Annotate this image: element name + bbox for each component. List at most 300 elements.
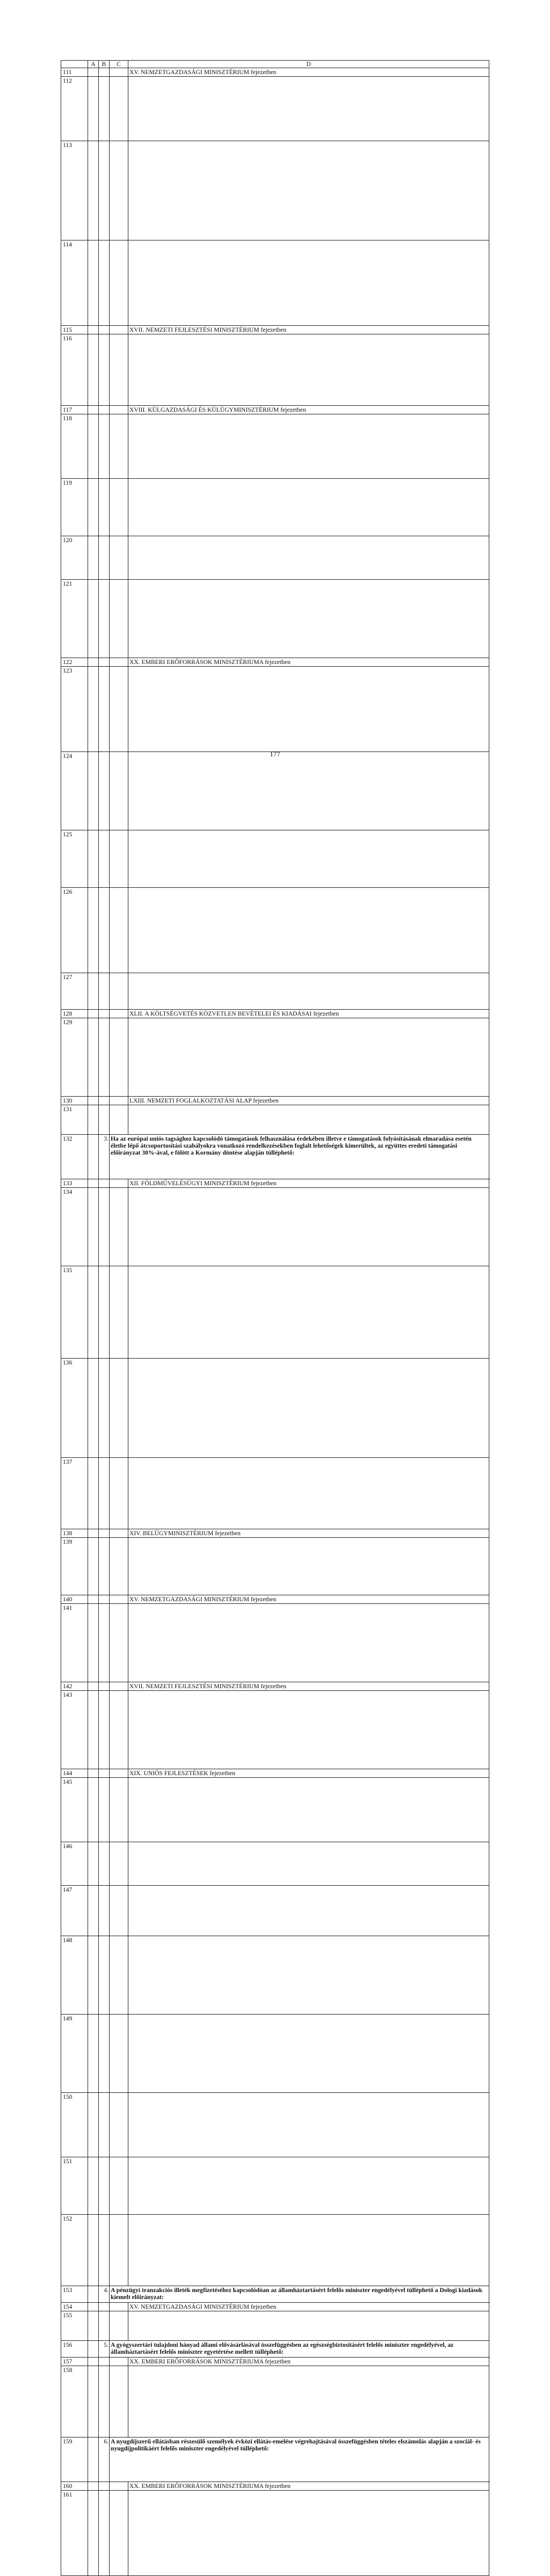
table-body [61, 68, 489, 2576]
page-number: 177 [270, 750, 280, 758]
cell-d [128, 1778, 489, 1842]
cell-c [110, 1769, 128, 1778]
header-col-d: D [128, 61, 489, 68]
cell-a [88, 2438, 99, 2482]
cell-c [110, 406, 128, 414]
row-number: 158 [61, 2366, 88, 2438]
cell-c [110, 536, 128, 580]
cell-a [88, 1595, 99, 1604]
cell-a [88, 2286, 99, 2303]
cell-c [110, 1359, 128, 1458]
row-number: 156 [61, 2341, 88, 2358]
cell-a [88, 1179, 99, 1188]
cell-a [88, 1458, 99, 1529]
cell-d [128, 1604, 489, 1682]
cell-b [99, 1886, 110, 1936]
row-number: 135 [61, 1266, 88, 1359]
cell-b [99, 77, 110, 141]
cell-c [110, 1842, 128, 1886]
row-number: 143 [61, 1691, 88, 1769]
section-heading-text: A gyógyszertári tulajdoni hányad állami elővásárlásával összefüggésben az egészségbiztosításért felelős miniszter engedélyével, az államháztartásért felelős miniszter egyetértése mellett túlléphető: [110, 2341, 489, 2358]
table-row [61, 2093, 489, 2157]
cell-b [99, 1769, 110, 1778]
cell-c [110, 2215, 128, 2286]
table-row [61, 1266, 489, 1359]
cell-b [99, 2015, 110, 2093]
cell-c [110, 888, 128, 973]
table-row [61, 2215, 489, 2286]
cell-d [128, 2311, 489, 2341]
row-number: 134 [61, 1188, 88, 1266]
cell-a [88, 2311, 99, 2341]
cell-b: 5. [99, 2341, 110, 2358]
row-number: 130 [61, 1097, 88, 1105]
cell-c [110, 2491, 128, 2576]
chapter-text: XV. NEMZETGAZDASÁGI MINISZTÉRIUM fejezetben [128, 1595, 489, 1604]
table-row [61, 414, 489, 479]
chapter-text: XVII. NEMZETI FEJLESZTÉSI MINISZTÉRIUM fejezetben [128, 326, 489, 334]
table-row [61, 479, 489, 536]
row-number: 115 [61, 326, 88, 334]
row-number: 159 [61, 2438, 88, 2482]
cell-a [88, 752, 99, 830]
cell-d [128, 1842, 489, 1886]
table-row [61, 1529, 489, 1538]
chapter-text: XVII. NEMZETI FEJLESZTÉSI MINISZTÉRIUM fejezetben [128, 1682, 489, 1691]
cell-d [128, 2093, 489, 2157]
table-row [61, 326, 489, 334]
row-number: 116 [61, 334, 88, 406]
cell-a [88, 1691, 99, 1769]
table-row [61, 888, 489, 973]
cell-a [88, 1105, 99, 1135]
cell-b [99, 2311, 110, 2341]
cell-d [128, 1105, 489, 1135]
cell-d [128, 1359, 489, 1458]
chapter-text: XVIII. KÜLGAZDASÁGI ÉS KÜLÜGYMINISZTÉRIUM fejezetben [128, 406, 489, 414]
cell-d [128, 667, 489, 752]
cell-c [110, 141, 128, 240]
table-row [61, 2341, 489, 2358]
cell-a [88, 667, 99, 752]
cell-d [128, 973, 489, 1010]
cell-c [110, 2015, 128, 2093]
cell-d [128, 334, 489, 406]
cell-c [110, 2303, 128, 2311]
row-number: 153 [61, 2286, 88, 2303]
cell-b [99, 2215, 110, 2286]
section-heading-text: A pénzügyi tranzakciós illeték megfizetéséhez kapcsolódóan az államháztartásért felelős miniszter engedélyével túlléphető a Dologi kiadások kiemelt előirányzat: [110, 2286, 489, 2303]
cell-b [99, 536, 110, 580]
cell-c [110, 1266, 128, 1359]
cell-a [88, 1538, 99, 1595]
cell-d [128, 830, 489, 888]
row-number: 140 [61, 1595, 88, 1604]
cell-a [88, 1010, 99, 1018]
cell-d [128, 752, 489, 830]
row-number: 155 [61, 2311, 88, 2341]
row-number: 157 [61, 2358, 88, 2366]
row-number: 142 [61, 1682, 88, 1691]
cell-c [110, 2157, 128, 2215]
row-number: 146 [61, 1842, 88, 1886]
table-row [61, 240, 489, 326]
cell-d [128, 1266, 489, 1359]
cell-d [128, 2366, 489, 2438]
table-row [61, 667, 489, 752]
chapter-text: LXIII. NEMZETI FOGLALKOZTATÁSI ALAP fejezetben [128, 1097, 489, 1105]
chapter-text: XX. EMBERI ERŐFORRÁSOK MINISZTÉRIUMA fejezetben [128, 2358, 489, 2366]
cell-a [88, 2341, 99, 2358]
cell-b [99, 667, 110, 752]
row-number: 154 [61, 2303, 88, 2311]
cell-c [110, 1010, 128, 1018]
table-row [61, 1188, 489, 1266]
cell-a [88, 68, 99, 77]
cell-d [128, 1936, 489, 2015]
row-number: 161 [61, 2491, 88, 2576]
cell-c [110, 2482, 128, 2491]
cell-d [128, 1458, 489, 1529]
cell-d [128, 580, 489, 658]
cell-b [99, 1105, 110, 1135]
table-row [61, 2358, 489, 2366]
row-number: 139 [61, 1538, 88, 1595]
cell-c [110, 240, 128, 326]
cell-b [99, 2482, 110, 2491]
cell-a [88, 2482, 99, 2491]
cell-a [88, 1529, 99, 1538]
cell-c [110, 1018, 128, 1097]
cell-a [88, 1266, 99, 1359]
cell-b [99, 1936, 110, 2015]
table-row [61, 658, 489, 667]
row-number: 144 [61, 1769, 88, 1778]
table-row [61, 1936, 489, 2015]
row-number: 118 [61, 414, 88, 479]
table-row [61, 830, 489, 888]
cell-c [110, 1179, 128, 1188]
cell-b [99, 1595, 110, 1604]
cell-b [99, 2358, 110, 2366]
cell-d [128, 1188, 489, 1266]
cell-c [110, 1105, 128, 1135]
table-row [61, 1105, 489, 1135]
cell-c [110, 326, 128, 334]
table-row [61, 1691, 489, 1769]
cell-c [110, 1458, 128, 1529]
row-number: 123 [61, 667, 88, 752]
header-row [61, 61, 489, 68]
cell-a [88, 2358, 99, 2366]
table-row [61, 1842, 489, 1886]
row-number: 129 [61, 1018, 88, 1097]
table-row [61, 2303, 489, 2311]
cell-a [88, 1769, 99, 1778]
header-col-c: C [110, 61, 128, 68]
row-number: 149 [61, 2015, 88, 2093]
cell-b [99, 1179, 110, 1188]
row-number: 111 [61, 68, 88, 77]
row-number: 138 [61, 1529, 88, 1538]
table-row [61, 1682, 489, 1691]
row-number: 131 [61, 1105, 88, 1135]
section-heading-text: A nyugdíjszerű ellátásban részesülő személyek évközi ellátás-emelése végrehajtásával összefüggésben tételes elszámolás alapján a szociál- és nyugdíjpolitikáért felelős miniszter engedélyével túlléphető: [110, 2438, 489, 2482]
cell-a [88, 2491, 99, 2576]
cell-c [110, 1188, 128, 1266]
row-number: 147 [61, 1886, 88, 1936]
row-number: 128 [61, 1010, 88, 1018]
cell-a [88, 1018, 99, 1097]
cell-b [99, 1188, 110, 1266]
chapter-text: XII. FÖLDMŰVELÉSÜGYI MINISZTÉRIUM fejezetben [128, 1179, 489, 1188]
row-number: 120 [61, 536, 88, 580]
table-row [61, 1018, 489, 1097]
chapter-text: XV. NEMZETGAZDASÁGI MINISZTÉRIUM fejezetben [128, 68, 489, 77]
cell-b [99, 1529, 110, 1538]
chapter-text: XX. EMBERI ERŐFORRÁSOK MINISZTÉRIUMA fejezetben [128, 2482, 489, 2491]
cell-a [88, 141, 99, 240]
table-row [61, 580, 489, 658]
row-number: 125 [61, 830, 88, 888]
row-number: 152 [61, 2215, 88, 2286]
cell-a [88, 1359, 99, 1458]
table-row [61, 1135, 489, 1179]
cell-d [128, 1691, 489, 1769]
cell-a [88, 1936, 99, 2015]
table-row [61, 2366, 489, 2438]
cell-b [99, 2366, 110, 2438]
cell-b: 3. [99, 1135, 110, 1179]
row-number: 151 [61, 2157, 88, 2215]
cell-b [99, 1778, 110, 1842]
table-row [61, 1097, 489, 1105]
cell-a [88, 326, 99, 334]
row-number: 145 [61, 1778, 88, 1842]
cell-a [88, 973, 99, 1010]
cell-c [110, 1778, 128, 1842]
table-row [61, 2157, 489, 2215]
cell-c [110, 479, 128, 536]
cell-c [110, 830, 128, 888]
cell-c [110, 414, 128, 479]
cell-a [88, 2015, 99, 2093]
table-row [61, 1778, 489, 1842]
chapter-text: XIX. UNIÓS FEJLESZTÉSEK fejezetben [128, 1769, 489, 1778]
cell-d [128, 479, 489, 536]
cell-b [99, 1018, 110, 1097]
table-row [61, 141, 489, 240]
cell-b [99, 326, 110, 334]
cell-d [128, 240, 489, 326]
cell-c [110, 334, 128, 406]
cell-b [99, 334, 110, 406]
cell-d [128, 77, 489, 141]
cell-b [99, 1097, 110, 1105]
cell-c [110, 2093, 128, 2157]
cell-b [99, 1458, 110, 1529]
chapter-text: XX. EMBERI ERŐFORRÁSOK MINISZTÉRIUMA fejezetben [128, 658, 489, 667]
cell-a [88, 580, 99, 658]
cell-b [99, 1604, 110, 1682]
cell-a [88, 2215, 99, 2286]
section-heading-text: Ha az európai uniós tagsághoz kapcsolódó támogatások felhasználása érdekében illetve e támogatások folyósításának elmaradása esetén életbe lépő átcsoportosítási szabályokra vonatkozó rendelkezésekben foglalt lehetőségek kimerültek, az együttes eredeti támogatási előirányzat 30%-ával, e fölött a Kormány döntése alapján túlléphető: [110, 1135, 489, 1179]
cell-b: 4. [99, 2286, 110, 2303]
chapter-text: XLII. A KÖLTSÉGVETÉS KÖZVETLEN BEVÉTELEI ÉS KIADÁSAI fejezetben [128, 1010, 489, 1018]
header-col-b: B [99, 61, 110, 68]
cell-a [88, 2093, 99, 2157]
row-number: 136 [61, 1359, 88, 1458]
cell-b [99, 830, 110, 888]
cell-b [99, 141, 110, 240]
cell-c [110, 1538, 128, 1595]
cell-d [128, 1018, 489, 1097]
cell-a [88, 406, 99, 414]
chapter-text: XV. NEMZETGAZDASÁGI MINISZTÉRIUM fejezetben [128, 2303, 489, 2311]
cell-d [128, 414, 489, 479]
row-number: 150 [61, 2093, 88, 2157]
row-number: 127 [61, 973, 88, 1010]
cell-a [88, 1842, 99, 1886]
cell-c [110, 2366, 128, 2438]
cell-a [88, 1604, 99, 1682]
cell-a [88, 334, 99, 406]
cell-c [110, 2358, 128, 2366]
cell-d [128, 2157, 489, 2215]
cell-b [99, 1842, 110, 1886]
cell-b [99, 2157, 110, 2215]
cell-d [128, 536, 489, 580]
table-row [61, 1179, 489, 1188]
cell-a [88, 2303, 99, 2311]
table-row [61, 2438, 489, 2482]
cell-b [99, 240, 110, 326]
cell-c [110, 1529, 128, 1538]
cell-c [110, 1595, 128, 1604]
cell-a [88, 1135, 99, 1179]
cell-a [88, 1682, 99, 1691]
table-row [61, 2015, 489, 2093]
table-row [61, 2482, 489, 2491]
cell-b [99, 1010, 110, 1018]
row-number: 126 [61, 888, 88, 973]
cell-c [110, 1604, 128, 1682]
table-row [61, 1538, 489, 1595]
header-row-number [61, 61, 88, 68]
cell-c [110, 1097, 128, 1105]
cell-d [128, 141, 489, 240]
cell-b [99, 888, 110, 973]
table-row [61, 752, 489, 830]
cell-b [99, 479, 110, 536]
cell-b [99, 1359, 110, 1458]
cell-c [110, 77, 128, 141]
cell-b [99, 1682, 110, 1691]
table-row [61, 406, 489, 414]
cell-b: 6. [99, 2438, 110, 2482]
table-row [61, 1359, 489, 1458]
table-row [61, 1595, 489, 1604]
cell-a [88, 1778, 99, 1842]
cell-b [99, 752, 110, 830]
cell-c [110, 752, 128, 830]
row-number: 114 [61, 240, 88, 326]
row-number: 119 [61, 479, 88, 536]
row-number: 121 [61, 580, 88, 658]
cell-b [99, 580, 110, 658]
cell-a [88, 479, 99, 536]
cell-a [88, 240, 99, 326]
cell-b [99, 658, 110, 667]
table-row [61, 2491, 489, 2576]
table-row [61, 1604, 489, 1682]
row-number: 132 [61, 1135, 88, 1179]
cell-b [99, 2303, 110, 2311]
cell-a [88, 414, 99, 479]
table-row [61, 1458, 489, 1529]
cell-c [110, 1691, 128, 1769]
header-col-a: A [88, 61, 99, 68]
table-row [61, 536, 489, 580]
cell-c [110, 658, 128, 667]
row-number: 133 [61, 1179, 88, 1188]
row-number: 122 [61, 658, 88, 667]
cell-b [99, 68, 110, 77]
cell-a [88, 1097, 99, 1105]
cell-a [88, 77, 99, 141]
cell-c [110, 68, 128, 77]
row-number: 113 [61, 141, 88, 240]
cell-c [110, 1682, 128, 1691]
cell-a [88, 1886, 99, 1936]
cell-a [88, 536, 99, 580]
table-row [61, 973, 489, 1010]
row-number: 160 [61, 2482, 88, 2491]
cell-c [110, 2311, 128, 2341]
cell-b [99, 1538, 110, 1595]
cell-b [99, 973, 110, 1010]
row-number: 124 [61, 752, 88, 830]
row-number: 112 [61, 77, 88, 141]
cell-b [99, 1691, 110, 1769]
cell-c [110, 1936, 128, 2015]
cell-d [128, 888, 489, 973]
cell-c [110, 973, 128, 1010]
row-number: 117 [61, 406, 88, 414]
table-row [61, 2286, 489, 2303]
table-row [61, 2311, 489, 2341]
cell-d [128, 2491, 489, 2576]
cell-b [99, 2093, 110, 2157]
row-number: 141 [61, 1604, 88, 1682]
cell-b [99, 1266, 110, 1359]
cell-b [99, 406, 110, 414]
cell-d [128, 2015, 489, 2093]
table-row [61, 334, 489, 406]
table-row [61, 1010, 489, 1018]
cell-a [88, 830, 99, 888]
chapter-text: XIV. BELÜGYMINISZTÉRIUM fejezetben [128, 1529, 489, 1538]
table-row [61, 77, 489, 141]
cell-c [110, 1886, 128, 1936]
cell-c [110, 667, 128, 752]
cell-b [99, 414, 110, 479]
cell-a [88, 658, 99, 667]
appropriation-table [61, 60, 489, 2576]
row-number: 148 [61, 1936, 88, 2015]
cell-a [88, 2157, 99, 2215]
cell-a [88, 1188, 99, 1266]
